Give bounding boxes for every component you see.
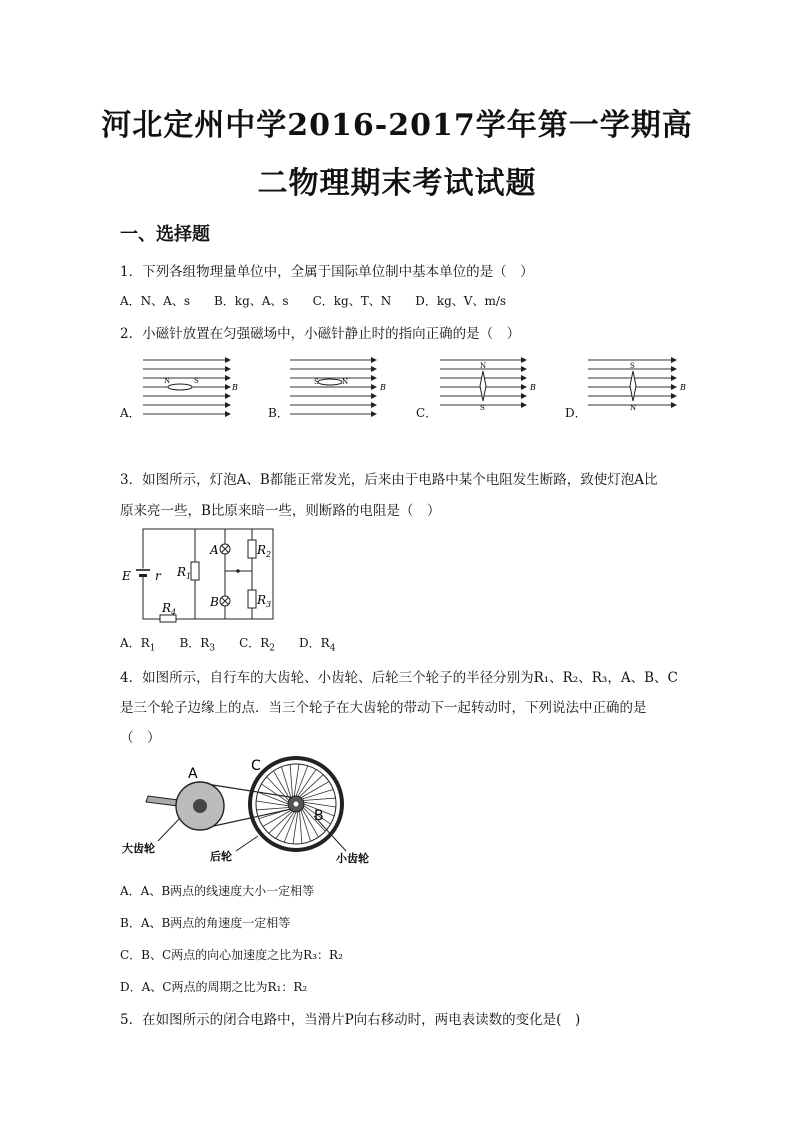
q3-option-d: D．$R_4$: [299, 636, 336, 654]
wheel-spoke: [298, 769, 316, 796]
q5-stem: 5．在如图所示的闭合电路中，当滑片P向右移动时，两电表读数的变化是( ): [120, 1012, 581, 1028]
q4-stem-2: 是三个轮子边缘上的点．当三个轮子在大齿轮的带动下一起转动时，下列说法中正确的是: [120, 700, 647, 716]
fig-label-a: A: [188, 766, 198, 782]
title-line-2: 二物理期末考试试题: [257, 166, 537, 201]
fig-label-c: C: [251, 758, 261, 774]
field-c-south: S: [480, 404, 485, 412]
wheel-spoke: [276, 812, 294, 839]
q2-label-a: A．: [120, 406, 141, 420]
field-c: [440, 360, 536, 412]
label-r: r: [155, 569, 161, 583]
wheel-spoke: [299, 811, 301, 843]
label-lamp-b: B: [210, 595, 219, 609]
q2-label-d: D．: [565, 406, 587, 420]
fig-label-big-gear: 大齿轮: [122, 842, 155, 855]
q2-label-b: B．: [268, 406, 289, 420]
fig-label-small-gear: 小齿轮: [336, 852, 369, 865]
label-r1: $R_1$: [177, 565, 192, 581]
field-c-north: N: [480, 362, 487, 370]
field-d: [588, 360, 686, 412]
q1-stem: 1．下列各组物理量单位中，全属于国际单位制中基本单位的是（ ）: [120, 264, 534, 280]
big-gear: [176, 782, 224, 830]
field-b-south: S: [314, 378, 319, 386]
q2-label-c: C．: [416, 406, 438, 420]
field-b-north: N: [342, 378, 349, 386]
q3-option-a: A．$R_1$: [120, 636, 156, 654]
label-lamp-a: A: [210, 543, 219, 557]
field-a: [143, 360, 238, 414]
q3-stem-1: 3．如图所示，灯泡A、B都能正常发光，后来由于电路中某个电阻发生断路，致使灯泡A比: [120, 472, 658, 488]
q4-stem-3: （ ）: [120, 730, 161, 746]
label-e: E: [122, 569, 131, 583]
wheel-spoke: [256, 801, 288, 806]
fig-label-rear-wheel: 后轮: [210, 850, 232, 863]
label-r4: $R_4$: [162, 601, 177, 617]
field-d-north: N: [630, 404, 637, 412]
q3-options: [120, 634, 335, 653]
field-d-south: S: [630, 362, 635, 370]
q4-stem-1: 4．如图所示，自行车的大齿轮、小齿轮、后轮三个轮子的半径分别为R₁、R₂、R₃，A、B、C: [120, 670, 678, 686]
title-line-1: 河北定州中学2016-2017学年第一学期高: [101, 108, 693, 143]
q2-stem: 2．小磁针放置在匀强磁场中，小磁针静止时的指向正确的是（ ）: [120, 326, 521, 342]
fig-label-b: B: [314, 808, 324, 824]
field-c-b: B: [530, 383, 536, 392]
field-b-b: B: [380, 383, 386, 392]
q3-option-b: B．$R_3$: [179, 636, 216, 654]
field-d-b: B: [680, 383, 686, 392]
rear-wheel: [250, 758, 342, 850]
q4-option-c: C．B、C两点的向心加速度之比为R₃：R₂: [120, 948, 343, 962]
wheel-spoke: [256, 807, 288, 809]
q3-stem-2: 原来亮一些，B比原来暗一些，则断路的电阻是（ ）: [120, 503, 441, 519]
field-a-north: N: [164, 377, 171, 385]
q4-option-b: B．A、B两点的角速度一定相等: [120, 916, 291, 930]
wheel-spoke: [293, 812, 298, 844]
wheel-spoke: [290, 764, 292, 796]
label-r2: $R_2$: [257, 543, 272, 559]
wheel-spoke: [294, 764, 299, 796]
section-heading: 一、选择题: [120, 224, 210, 245]
q3-option-c: C．$R_2$: [239, 636, 276, 654]
q4-bicycle-figure: [118, 756, 388, 868]
wheel-spoke: [303, 798, 335, 800]
label-r3: $R_3$: [257, 593, 272, 609]
field-a-b: B: [232, 383, 238, 392]
q1-options: A．N、A、s B．kg、A、s C．kg、T、N D．kg、V、m/s: [120, 294, 507, 308]
q4-option-a: A．A、B两点的线速度大小一定相等: [120, 884, 315, 898]
wheel-spoke: [304, 802, 336, 807]
field-b: [290, 360, 386, 414]
field-a-south: S: [194, 377, 199, 385]
q3-circuit: [118, 524, 288, 626]
q4-option-d: D．A、C两点的周期之比为R₁：R₂: [120, 980, 308, 994]
